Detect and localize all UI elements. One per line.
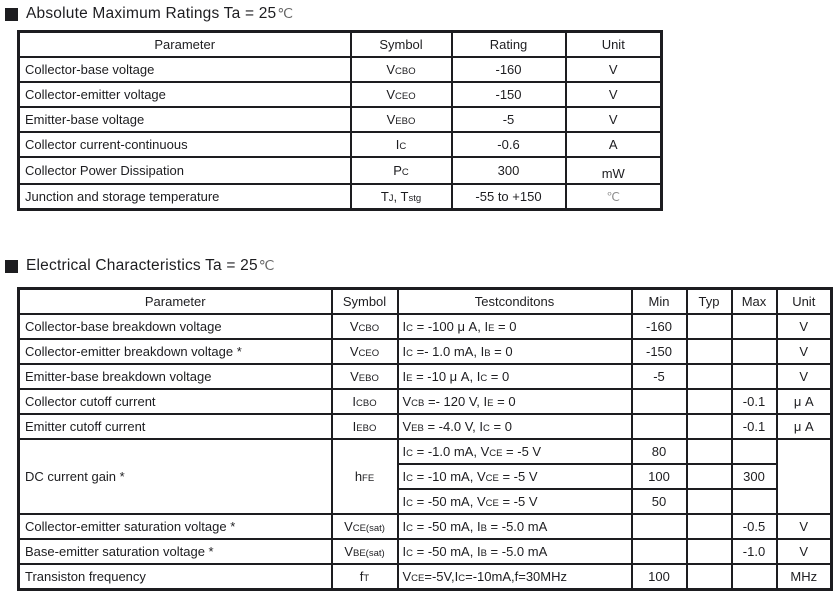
symbol-subscript: CBO (395, 66, 416, 77)
symbol-text: I (476, 544, 481, 559)
unit-cell: A (566, 132, 662, 157)
table-row (19, 339, 832, 364)
column-header-max: Max (732, 289, 777, 315)
max-cell (732, 439, 777, 464)
square-bullet-icon (5, 8, 18, 21)
typ-cell (687, 489, 732, 514)
min-cell: -150 (632, 339, 687, 364)
column-header-parameter: Parameter (19, 32, 351, 58)
symbol-text: V (386, 62, 396, 77)
symbol-cell (332, 514, 398, 539)
symbol-subscript: C (399, 141, 407, 152)
symbol-subscript: J (388, 193, 394, 204)
min-cell: 50 (632, 489, 687, 514)
param-cell: Transiston frequency (19, 564, 332, 590)
symbol-subscript: CE (489, 448, 503, 459)
symbol-text: I (402, 444, 407, 459)
symbol-subscript: E (488, 323, 495, 334)
symbol-text: V (349, 319, 359, 334)
param-cell: Emitter cutoff current (19, 414, 332, 439)
symbol-subscript: EBO (358, 373, 379, 384)
symbol-subscript: E (406, 373, 413, 384)
symbol-text: V (386, 112, 396, 127)
column-header-symbol: Symbol (351, 32, 452, 58)
symbol-subscript: T (363, 573, 370, 584)
symbol-text: I (402, 494, 407, 509)
max-cell: -0.1 (732, 389, 777, 414)
typ-cell (687, 414, 732, 439)
min-cell: 100 (632, 464, 687, 489)
symbol-text: V (402, 419, 412, 434)
column-header-testconditons: Testconditons (398, 289, 632, 315)
symbol-cell (351, 107, 452, 132)
symbol-subscript: C (406, 498, 413, 509)
symbol-text: = -5.0 mA (486, 544, 548, 559)
testcondition-cell (398, 564, 632, 590)
unit-cell: V (777, 339, 832, 364)
table-row (19, 107, 662, 132)
symbol-text: I (483, 394, 488, 409)
typ-cell (687, 364, 732, 389)
table-row (19, 314, 832, 339)
unit-cell: V (777, 314, 832, 339)
symbol-text: = -50 mA, (413, 519, 477, 534)
unit-cell: V (777, 539, 832, 564)
rating-cell: 300 (452, 157, 566, 184)
electrical-char-table (17, 287, 833, 591)
symbol-subscript: C (406, 348, 413, 359)
testcondition-cell (398, 439, 632, 464)
column-header-symbol: Symbol (332, 289, 398, 315)
unit-cell: μ A (777, 389, 832, 414)
typ-cell (687, 564, 732, 590)
symbol-text: = -5.0 mA (486, 519, 548, 534)
param-cell: Collector Power Dissipation (19, 157, 351, 184)
max-cell (732, 564, 777, 590)
symbol-text: V (344, 519, 353, 534)
testcondition-cell (398, 539, 632, 564)
electrical-title-main: Electrical Characteristics Ta = 25 (26, 257, 258, 274)
min-cell (632, 389, 687, 414)
symbol-text: = -1.0 mA, (413, 444, 481, 459)
symbol-subscript: B (480, 548, 487, 559)
datasheet-page (0, 5, 835, 591)
header-row (19, 32, 662, 58)
testcondition-cell (398, 314, 632, 339)
symbol-text: I (476, 369, 481, 384)
testcondition-cell (398, 364, 632, 389)
min-cell (632, 539, 687, 564)
symbol-text: V (402, 394, 412, 409)
rating-cell: -5 (452, 107, 566, 132)
typ-cell (687, 514, 732, 539)
electrical-title-text (26, 257, 275, 275)
symbol-cell (332, 539, 398, 564)
symbol-text: = 0 (494, 319, 517, 334)
rating-cell: -160 (452, 57, 566, 82)
table-row (19, 157, 662, 184)
unit-cell: V (777, 514, 832, 539)
symbol-subscript: CB (411, 398, 425, 409)
symbol-subscript: CEO (358, 348, 380, 359)
param-cell: Base-emitter saturation voltage * (19, 539, 332, 564)
table-row (19, 82, 662, 107)
symbol-subscript: C (480, 373, 488, 384)
symbol-subscript: CBO (356, 398, 377, 409)
max-cell (732, 339, 777, 364)
symbol-subscript: E (487, 398, 494, 409)
max-cell (732, 364, 777, 389)
typ-cell (687, 439, 732, 464)
symbol-text: I (352, 419, 357, 434)
symbol-text: = 0 (493, 394, 516, 409)
param-cell: DC current gain * (19, 439, 332, 514)
table-row (19, 364, 832, 389)
table-row (19, 57, 662, 82)
symbol-subscript: C (406, 473, 413, 484)
symbol-subscript: C (406, 523, 413, 534)
testcondition-cell (398, 414, 632, 439)
symbol-cell (351, 184, 452, 210)
testcondition-cell (398, 464, 632, 489)
max-cell (732, 489, 777, 514)
symbol-text: V (476, 469, 486, 484)
symbol-subscript: CE (485, 498, 499, 509)
symbol-text: V (480, 444, 490, 459)
typ-cell (687, 464, 732, 489)
symbol-subscript: EBO (395, 116, 416, 127)
symbol-subscript: FE (362, 473, 375, 484)
symbol-text: , T (393, 189, 409, 204)
symbol-subscript: stg (408, 193, 422, 204)
rating-cell: -0.6 (452, 132, 566, 157)
symbol-cell (351, 157, 452, 184)
rating-cell: -150 (452, 82, 566, 107)
max-cell (732, 314, 777, 339)
symbol-text: = -5 V (498, 494, 538, 509)
symbol-text: T (380, 189, 389, 204)
symbol-text: = -10 mA, (413, 469, 477, 484)
param-cell: Junction and storage temperature (19, 184, 351, 210)
typ-cell (687, 389, 732, 414)
table-row (19, 389, 832, 414)
symbol-text: I (402, 319, 407, 334)
max-cell: -1.0 (732, 539, 777, 564)
typ-cell (687, 314, 732, 339)
testcondition-cell (398, 514, 632, 539)
column-header-rating: Rating (452, 32, 566, 58)
symbol-subscript: B (480, 523, 487, 534)
min-cell: -5 (632, 364, 687, 389)
section-title-electrical (5, 257, 835, 275)
symbol-text: I (476, 519, 481, 534)
abs-max-table (17, 30, 663, 211)
symbol-text: = -50 mA, (413, 494, 477, 509)
unit-cell: V (566, 82, 662, 107)
symbol-text: I (402, 469, 407, 484)
max-cell: -0.5 (732, 514, 777, 539)
min-cell: -160 (632, 314, 687, 339)
min-cell (632, 514, 687, 539)
rating-cell: -55 to +150 (452, 184, 566, 210)
table-row (19, 564, 832, 590)
param-cell: Collector-emitter breakdown voltage * (19, 339, 332, 364)
typ-cell (687, 539, 732, 564)
symbol-text: I (402, 369, 407, 384)
symbol-text: = -10 μ A, (412, 369, 477, 384)
abs-max-title-text (26, 5, 293, 23)
param-cell: Collector-base breakdown voltage (19, 314, 332, 339)
typ-cell (687, 339, 732, 364)
header-row (19, 289, 832, 315)
symbol-text: I (479, 419, 484, 434)
symbol-cell (332, 439, 398, 514)
symbol-text: =- 120 V, (424, 394, 484, 409)
testcondition-cell (398, 489, 632, 514)
unit-cell: V (777, 364, 832, 389)
symbol-cell (332, 414, 398, 439)
param-cell: Emitter-base voltage (19, 107, 351, 132)
symbol-text: = 0 (489, 419, 512, 434)
symbol-subscript: BE(sat) (352, 548, 385, 559)
symbol-subscript: C (458, 573, 466, 584)
param-cell: Collector-base voltage (19, 57, 351, 82)
max-cell: -0.1 (732, 414, 777, 439)
symbol-text: =- 1.0 mA, (413, 344, 481, 359)
symbol-text: I (480, 344, 485, 359)
table-row (19, 539, 832, 564)
symbol-subscript: C (483, 423, 490, 434)
symbol-text: I (402, 544, 407, 559)
electrical-title-degree: ℃ (258, 257, 275, 273)
symbol-cell (332, 364, 398, 389)
unit-cell: MHz (777, 564, 832, 590)
symbol-text: P (393, 163, 402, 178)
symbol-subscript: C (401, 167, 409, 178)
square-bullet-icon (5, 260, 18, 273)
symbol-cell (351, 57, 452, 82)
symbol-cell (332, 314, 398, 339)
param-cell: Collector current-continuous (19, 132, 351, 157)
table-row (19, 514, 832, 539)
symbol-text: f (359, 569, 364, 584)
symbol-text: V (349, 344, 359, 359)
symbol-subscript: CE(sat) (352, 523, 385, 534)
testcondition-cell (398, 389, 632, 414)
unit-cell: V (566, 57, 662, 82)
symbol-cell (351, 132, 452, 157)
param-cell: Collector cutoff current (19, 389, 332, 414)
column-header-typ: Typ (687, 289, 732, 315)
section-title-abs-max (5, 5, 835, 23)
unit-cell: V (566, 107, 662, 132)
column-header-parameter: Parameter (19, 289, 332, 315)
symbol-text: = 0 (490, 344, 513, 359)
max-cell: 300 (732, 464, 777, 489)
symbol-cell (351, 82, 452, 107)
column-header-unit: Unit (566, 32, 662, 58)
symbol-text: I (454, 569, 459, 584)
symbol-text: = -5 V (498, 469, 538, 484)
param-cell: Collector-emitter saturation voltage * (19, 514, 332, 539)
table-row (19, 414, 832, 439)
symbol-text: = -100 μ A, (413, 319, 485, 334)
param-cell: Emitter-base breakdown voltage (19, 364, 332, 389)
symbol-text: = -50 mA, (413, 544, 477, 559)
symbol-text: V (386, 87, 396, 102)
symbol-cell (332, 339, 398, 364)
symbol-subscript: EB (411, 423, 424, 434)
unit-cell: mW (566, 157, 662, 184)
symbol-text: = -5 V (502, 444, 542, 459)
unit-cell (777, 439, 832, 514)
symbol-text: =-10mA,f=30MHz (465, 569, 567, 584)
symbol-subscript: C (406, 323, 413, 334)
column-header-unit: Unit (777, 289, 832, 315)
table-row (19, 184, 662, 210)
unit-cell: μ A (777, 414, 832, 439)
abs-max-title-degree: ℃ (277, 5, 294, 21)
symbol-text: V (476, 494, 486, 509)
symbol-subscript: B (484, 348, 491, 359)
symbol-subscript: CE (411, 573, 425, 584)
testcondition-cell (398, 339, 632, 364)
symbol-subscript: CE (485, 473, 499, 484)
symbol-text: V (344, 544, 353, 559)
min-cell: 100 (632, 564, 687, 590)
symbol-text: h (354, 469, 363, 484)
symbol-cell (332, 564, 398, 590)
symbol-subscript: EBO (356, 423, 377, 434)
symbol-text: I (484, 319, 489, 334)
symbol-subscript: C (406, 548, 413, 559)
symbol-text: V (402, 569, 412, 584)
symbol-text: = 0 (487, 369, 510, 384)
symbol-subscript: CEO (395, 91, 416, 102)
unit-cell: ℃ (566, 184, 662, 210)
symbol-subscript: CBO (358, 323, 380, 334)
abs-max-title-main: Absolute Maximum Ratings Ta = 25 (26, 5, 277, 22)
symbol-text: I (352, 394, 357, 409)
symbol-text: =-5V, (424, 569, 455, 584)
min-cell (632, 414, 687, 439)
param-cell: Collector-emitter voltage (19, 82, 351, 107)
symbol-text: V (350, 369, 359, 384)
min-cell: 80 (632, 439, 687, 464)
symbol-text: I (395, 137, 400, 152)
symbol-text: I (402, 344, 407, 359)
table-row (19, 132, 662, 157)
symbol-cell (332, 389, 398, 414)
symbol-text: = -4.0 V, (423, 419, 480, 434)
symbol-text: I (402, 519, 407, 534)
column-header-min: Min (632, 289, 687, 315)
table-row (19, 439, 832, 464)
symbol-subscript: C (406, 448, 413, 459)
